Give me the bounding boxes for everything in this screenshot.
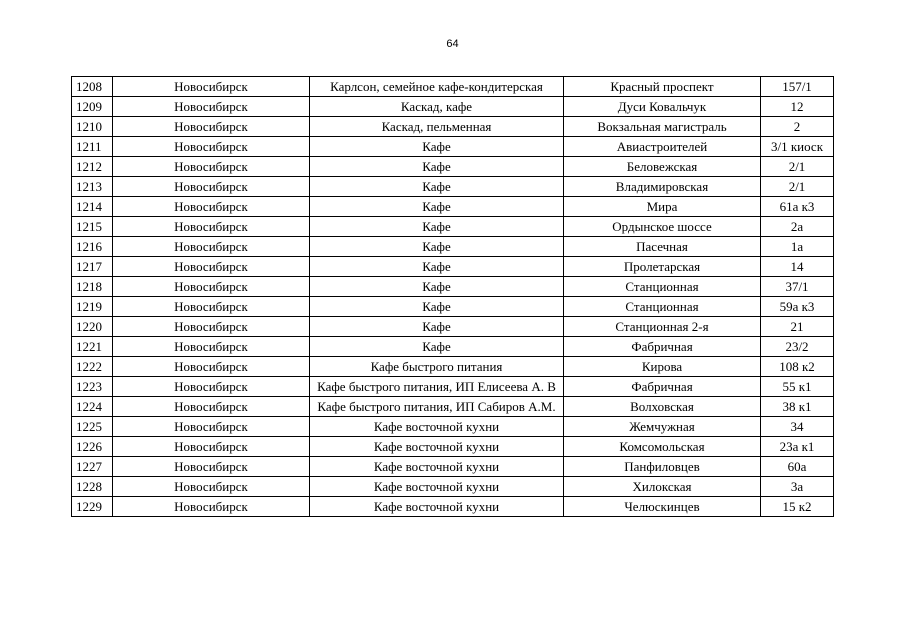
registry-table bbox=[71, 76, 834, 517]
cell-street: Фабричная bbox=[564, 377, 761, 397]
table-row bbox=[72, 117, 834, 137]
cell-city: Новосибирск bbox=[113, 437, 310, 457]
cell-street: Мира bbox=[564, 197, 761, 217]
cell-house: 59а к3 bbox=[761, 297, 834, 317]
cell-house: 3/1 киоск bbox=[761, 137, 834, 157]
cell-number: 1213 bbox=[72, 177, 113, 197]
cell-street: Авиастроителей bbox=[564, 137, 761, 157]
cell-number: 1218 bbox=[72, 277, 113, 297]
cell-city: Новосибирск bbox=[113, 217, 310, 237]
cell-number: 1228 bbox=[72, 477, 113, 497]
table-row bbox=[72, 377, 834, 397]
table-row bbox=[72, 397, 834, 417]
table-row bbox=[72, 217, 834, 237]
cell-establishment: Каскад, пельменная bbox=[310, 117, 564, 137]
cell-street: Хилокская bbox=[564, 477, 761, 497]
cell-establishment: Кафе bbox=[310, 277, 564, 297]
cell-city: Новосибирск bbox=[113, 197, 310, 217]
page-number: 64 bbox=[446, 38, 459, 50]
cell-city: Новосибирск bbox=[113, 137, 310, 157]
cell-street: Фабричная bbox=[564, 337, 761, 357]
cell-city: Новосибирск bbox=[113, 477, 310, 497]
cell-house: 34 bbox=[761, 417, 834, 437]
cell-street: Жемчужная bbox=[564, 417, 761, 437]
cell-street: Панфиловцев bbox=[564, 457, 761, 477]
cell-street: Владимировская bbox=[564, 177, 761, 197]
cell-number: 1209 bbox=[72, 97, 113, 117]
cell-number: 1229 bbox=[72, 497, 113, 517]
cell-number: 1208 bbox=[72, 77, 113, 97]
cell-establishment: Кафе bbox=[310, 317, 564, 337]
table-row bbox=[72, 477, 834, 497]
cell-house: 37/1 bbox=[761, 277, 834, 297]
cell-establishment: Каскад, кафе bbox=[310, 97, 564, 117]
cell-number: 1212 bbox=[72, 157, 113, 177]
cell-establishment: Кафе восточной кухни bbox=[310, 477, 564, 497]
table-row bbox=[72, 137, 834, 157]
cell-establishment: Кафе восточной кухни bbox=[310, 457, 564, 477]
cell-house: 14 bbox=[761, 257, 834, 277]
table-row bbox=[72, 297, 834, 317]
cell-house: 61а к3 bbox=[761, 197, 834, 217]
cell-number: 1215 bbox=[72, 217, 113, 237]
cell-street: Волховская bbox=[564, 397, 761, 417]
table-row bbox=[72, 97, 834, 117]
cell-establishment: Кафе bbox=[310, 217, 564, 237]
table-row bbox=[72, 437, 834, 457]
cell-number: 1226 bbox=[72, 437, 113, 457]
table-row bbox=[72, 257, 834, 277]
cell-city: Новосибирск bbox=[113, 457, 310, 477]
cell-establishment: Кафе быстрого питания, ИП Елисеева А. В bbox=[310, 377, 564, 397]
cell-city: Новосибирск bbox=[113, 377, 310, 397]
cell-city: Новосибирск bbox=[113, 417, 310, 437]
cell-house: 2/1 bbox=[761, 157, 834, 177]
cell-house: 108 к2 bbox=[761, 357, 834, 377]
cell-house: 2а bbox=[761, 217, 834, 237]
cell-street: Пролетарская bbox=[564, 257, 761, 277]
cell-establishment: Кафе быстрого питания bbox=[310, 357, 564, 377]
cell-city: Новосибирск bbox=[113, 77, 310, 97]
cell-number: 1210 bbox=[72, 117, 113, 137]
cell-street: Комсомольская bbox=[564, 437, 761, 457]
cell-house: 12 bbox=[761, 97, 834, 117]
table-row bbox=[72, 197, 834, 217]
cell-city: Новосибирск bbox=[113, 357, 310, 377]
table-row bbox=[72, 497, 834, 517]
registry-table-body bbox=[72, 77, 834, 517]
cell-house: 23/2 bbox=[761, 337, 834, 357]
table-row bbox=[72, 317, 834, 337]
cell-city: Новосибирск bbox=[113, 97, 310, 117]
cell-establishment: Кафе bbox=[310, 197, 564, 217]
cell-house: 2/1 bbox=[761, 177, 834, 197]
cell-city: Новосибирск bbox=[113, 237, 310, 257]
cell-street: Беловежская bbox=[564, 157, 761, 177]
cell-street: Ордынское шоссе bbox=[564, 217, 761, 237]
table-row bbox=[72, 77, 834, 97]
cell-street: Дуси Ковальчук bbox=[564, 97, 761, 117]
cell-city: Новосибирск bbox=[113, 337, 310, 357]
cell-number: 1217 bbox=[72, 257, 113, 277]
cell-house: 15 к2 bbox=[761, 497, 834, 517]
cell-city: Новосибирск bbox=[113, 117, 310, 137]
table-row bbox=[72, 357, 834, 377]
cell-establishment: Кафе восточной кухни bbox=[310, 437, 564, 457]
cell-house: 55 к1 bbox=[761, 377, 834, 397]
cell-house: 3а bbox=[761, 477, 834, 497]
cell-city: Новосибирск bbox=[113, 297, 310, 317]
cell-house: 38 к1 bbox=[761, 397, 834, 417]
cell-street: Станционная bbox=[564, 297, 761, 317]
cell-number: 1220 bbox=[72, 317, 113, 337]
cell-city: Новосибирск bbox=[113, 397, 310, 417]
cell-establishment: Кафе bbox=[310, 337, 564, 357]
cell-street: Станционная 2-я bbox=[564, 317, 761, 337]
cell-number: 1211 bbox=[72, 137, 113, 157]
cell-establishment: Кафе быстрого питания, ИП Сабиров А.М. bbox=[310, 397, 564, 417]
table-row bbox=[72, 337, 834, 357]
cell-street: Вокзальная магистраль bbox=[564, 117, 761, 137]
cell-city: Новосибирск bbox=[113, 277, 310, 297]
cell-city: Новосибирск bbox=[113, 257, 310, 277]
table-row bbox=[72, 157, 834, 177]
cell-number: 1221 bbox=[72, 337, 113, 357]
cell-street: Пасечная bbox=[564, 237, 761, 257]
cell-establishment: Кафе bbox=[310, 157, 564, 177]
cell-establishment: Кафе bbox=[310, 177, 564, 197]
cell-establishment: Кафе bbox=[310, 137, 564, 157]
table-row bbox=[72, 277, 834, 297]
cell-house: 1а bbox=[761, 237, 834, 257]
cell-establishment: Кафе восточной кухни bbox=[310, 417, 564, 437]
table-row bbox=[72, 457, 834, 477]
table-row bbox=[72, 177, 834, 197]
cell-street: Красный проспект bbox=[564, 77, 761, 97]
cell-house: 2 bbox=[761, 117, 834, 137]
table-row bbox=[72, 417, 834, 437]
cell-number: 1219 bbox=[72, 297, 113, 317]
cell-establishment: Кафе bbox=[310, 297, 564, 317]
cell-establishment: Кафе восточной кухни bbox=[310, 497, 564, 517]
cell-house: 157/1 bbox=[761, 77, 834, 97]
cell-street: Кирова bbox=[564, 357, 761, 377]
cell-number: 1223 bbox=[72, 377, 113, 397]
cell-number: 1214 bbox=[72, 197, 113, 217]
cell-city: Новосибирск bbox=[113, 157, 310, 177]
cell-city: Новосибирск bbox=[113, 317, 310, 337]
cell-establishment: Кафе bbox=[310, 257, 564, 277]
cell-number: 1225 bbox=[72, 417, 113, 437]
cell-house: 21 bbox=[761, 317, 834, 337]
cell-number: 1224 bbox=[72, 397, 113, 417]
cell-number: 1222 bbox=[72, 357, 113, 377]
cell-establishment: Карлсон, семейное кафе-кондитерская bbox=[310, 77, 564, 97]
cell-street: Станционная bbox=[564, 277, 761, 297]
cell-house: 23а к1 bbox=[761, 437, 834, 457]
cell-city: Новосибирск bbox=[113, 177, 310, 197]
cell-street: Челюскинцев bbox=[564, 497, 761, 517]
cell-house: 60а bbox=[761, 457, 834, 477]
cell-number: 1216 bbox=[72, 237, 113, 257]
cell-number: 1227 bbox=[72, 457, 113, 477]
table-row bbox=[72, 237, 834, 257]
cell-city: Новосибирск bbox=[113, 497, 310, 517]
cell-establishment: Кафе bbox=[310, 237, 564, 257]
